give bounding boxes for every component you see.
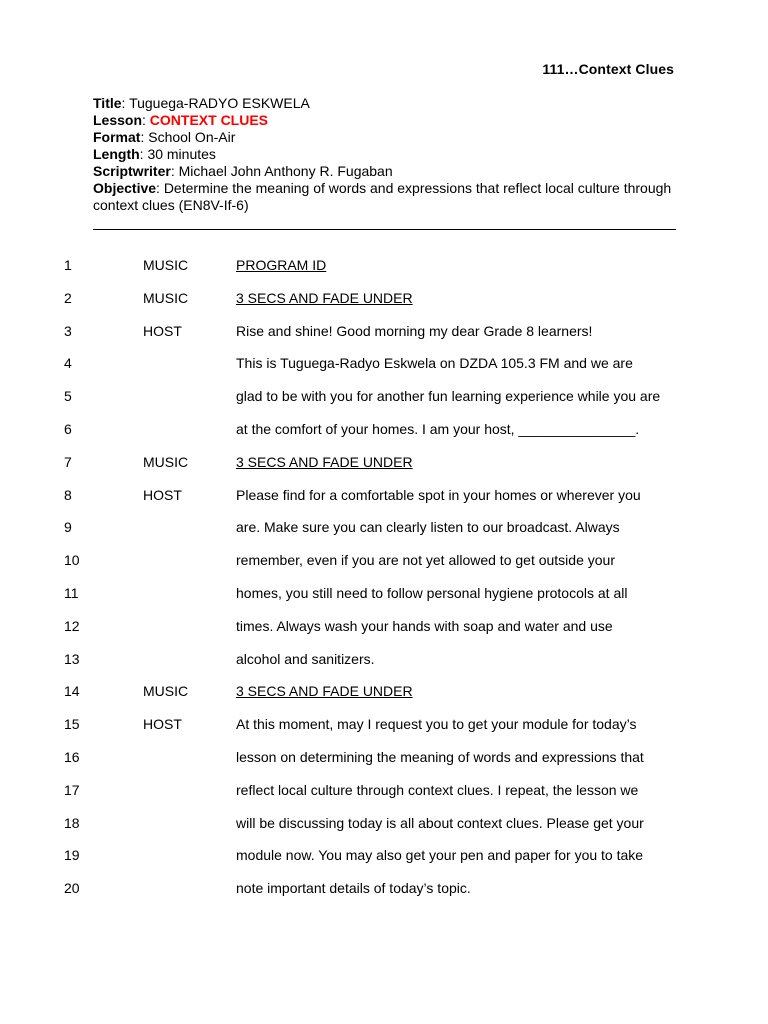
script-line bbox=[0, 353, 768, 386]
line-text: glad to be with you for another fun learning experience while you are bbox=[236, 388, 661, 405]
script-line bbox=[0, 845, 768, 878]
line-number: 1 bbox=[64, 257, 72, 273]
script-line bbox=[0, 321, 768, 354]
line-text: Please find for a comfortable spot in your homes or wherever you bbox=[236, 486, 641, 503]
script-metadata bbox=[93, 95, 683, 214]
line-number: 17 bbox=[64, 781, 80, 798]
script-line bbox=[0, 780, 768, 813]
meta-scriptwriter-row: Scriptwriter: Michael John Anthony R. Fugaban bbox=[93, 163, 393, 179]
line-text: at the comfort of your homes. I am your host, _______________. bbox=[236, 420, 640, 437]
script-line bbox=[0, 550, 768, 583]
meta-lesson-row: Lesson: CONTEXT CLUES bbox=[93, 112, 269, 128]
meta-objective-row: Objective: Determine the meaning of words and expressions that reflect local culture through context clues (EN8V-If-6) bbox=[93, 180, 672, 213]
line-number: 18 bbox=[64, 814, 80, 831]
line-text: This is Tuguega-Radyo Eskwela on DZDA 105.3 FM and we are bbox=[236, 355, 633, 372]
line-text: At this moment, may I request you to get your module for today’s bbox=[236, 716, 637, 733]
meta-lesson-value: CONTEXT CLUES bbox=[149, 112, 269, 128]
script-line bbox=[0, 255, 768, 288]
line-number: 9 bbox=[64, 519, 72, 536]
script-line bbox=[0, 583, 768, 616]
line-text: will be discussing today is all about context clues. Please get your bbox=[236, 814, 644, 831]
script-line bbox=[0, 649, 768, 682]
meta-format-value: School On-Air bbox=[148, 129, 236, 145]
line-text: module now. You may also get your pen and paper for you to take bbox=[236, 847, 644, 864]
line-number: 11 bbox=[64, 584, 79, 601]
meta-format-label: Format bbox=[93, 129, 141, 145]
script-line bbox=[0, 485, 768, 518]
script-lines bbox=[0, 255, 768, 911]
script-line bbox=[0, 288, 768, 321]
line-number: 19 bbox=[64, 847, 80, 864]
meta-format-row: Format: School On-Air bbox=[93, 129, 236, 145]
line-cue: MUSIC bbox=[143, 257, 189, 273]
line-cue: HOST bbox=[143, 716, 182, 733]
line-number: 2 bbox=[64, 289, 72, 306]
line-cue: HOST bbox=[143, 322, 182, 339]
script-line bbox=[0, 813, 768, 846]
line-text: reflect local culture through context clues. I repeat, the lesson we bbox=[236, 781, 639, 798]
page-header-code: 111…Context Clues bbox=[542, 61, 674, 77]
header-divider bbox=[93, 229, 676, 230]
line-number: 8 bbox=[64, 486, 72, 503]
meta-length-row: Length: 30 minutes bbox=[93, 146, 216, 162]
line-text: 3 SECS AND FADE UNDER bbox=[236, 683, 413, 700]
line-number: 13 bbox=[64, 650, 80, 667]
line-text: PROGRAM ID bbox=[236, 257, 327, 273]
line-number: 14 bbox=[64, 683, 80, 700]
meta-length-label: Length bbox=[93, 146, 140, 162]
meta-title-row: Title: Tuguega-RADYO ESKWELA bbox=[93, 95, 310, 111]
line-number: 5 bbox=[64, 388, 72, 405]
script-line bbox=[0, 878, 768, 911]
line-number: 4 bbox=[64, 355, 72, 372]
meta-title-label: Title bbox=[93, 95, 122, 111]
line-text: are. Make sure you can clearly listen to our broadcast. Always bbox=[236, 519, 620, 536]
script-line bbox=[0, 714, 768, 747]
script-line bbox=[0, 616, 768, 649]
line-text: remember, even if you are not yet allowed to get outside your bbox=[236, 552, 615, 569]
line-cue: HOST bbox=[143, 486, 182, 503]
line-number: 12 bbox=[64, 617, 80, 634]
meta-scriptwriter-value: Michael John Anthony R. Fugaban bbox=[178, 163, 393, 179]
meta-objective-value: Determine the meaning of words and expressions that reflect local culture through context clues (EN8V-If-6) bbox=[93, 180, 672, 213]
script-line bbox=[0, 747, 768, 780]
line-text: homes, you still need to follow personal hygiene protocols at all bbox=[236, 584, 628, 601]
meta-objective-label: Objective bbox=[93, 180, 157, 196]
line-number: 16 bbox=[64, 748, 80, 765]
script-line bbox=[0, 452, 768, 485]
line-text: note important details of today’s topic. bbox=[236, 880, 471, 897]
meta-title-value: Tuguega-RADYO ESKWELA bbox=[129, 95, 310, 111]
script-line bbox=[0, 681, 768, 714]
meta-length-value: 30 minutes bbox=[147, 146, 216, 162]
line-cue: MUSIC bbox=[143, 289, 189, 306]
script-line bbox=[0, 386, 768, 419]
line-cue: MUSIC bbox=[143, 453, 189, 470]
meta-scriptwriter-label: Scriptwriter bbox=[93, 163, 171, 179]
line-number: 6 bbox=[64, 420, 72, 437]
line-text: times. Always wash your hands with soap and water and use bbox=[236, 617, 613, 634]
line-number: 15 bbox=[64, 716, 80, 733]
line-text: 3 SECS AND FADE UNDER bbox=[236, 289, 413, 306]
line-number: 10 bbox=[64, 552, 80, 569]
script-line bbox=[0, 419, 768, 452]
line-text: lesson on determining the meaning of words and expressions that bbox=[236, 748, 644, 765]
meta-lesson-label: Lesson bbox=[93, 112, 143, 128]
line-text: Rise and shine! Good morning my dear Grade 8 learners! bbox=[236, 322, 593, 339]
script-line bbox=[0, 517, 768, 550]
line-cue: MUSIC bbox=[143, 683, 189, 700]
line-text: alcohol and sanitizers. bbox=[236, 650, 375, 667]
line-number: 20 bbox=[64, 880, 80, 897]
line-text: 3 SECS AND FADE UNDER bbox=[236, 453, 413, 470]
line-number: 7 bbox=[64, 453, 72, 470]
line-number: 3 bbox=[64, 322, 72, 339]
